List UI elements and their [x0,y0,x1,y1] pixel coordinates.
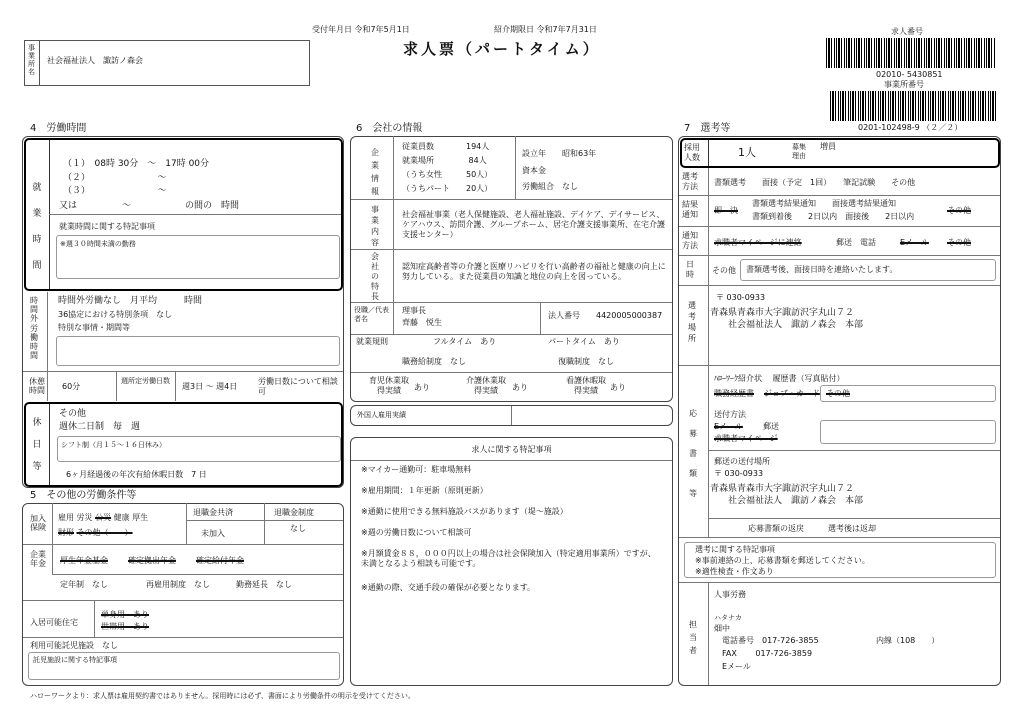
business-content: 社会福祉事業（老人保健施設、老人福祉施設、デイケア、デイサービス、ケアハウス、訪問介護、グループホーム、居宅介護支援事業所、在宅介護支援センター） [402,210,665,239]
holidays-other: その他 [59,409,87,419]
overtime-special-box [56,336,340,366]
hiring-count: 1人 [738,146,756,159]
reinstatement-system: 復職制度 なし [558,357,614,366]
insurance-zaikei: 財形 [58,528,74,537]
work-rules-full: フルタイム あり [433,337,497,346]
reemployment: 再雇用制度 なし [146,580,210,589]
employees-women: （うち女性 50人） [402,170,493,179]
result-notice-types: 書類選考結果通知 面接選考結果通知 [752,199,896,208]
notice-method-label: 通知方法 [682,231,698,250]
job-notes-panel [350,437,673,686]
retirement-age: 定年制 なし [60,580,108,589]
docs-return: 応募書類の返戻 選考後は返却 [748,524,876,533]
foreign-employment-label: 外国人雇用実績 [357,411,406,419]
office-name: 社会福祉法人 諏訪ノ森会 [47,56,143,65]
docs-career: 職務経歴書 [714,389,754,398]
docs-other-box [820,385,996,402]
nursing-leave-label: 介護休業取得実績 [466,376,506,395]
retirement-mutual-header: 退職金共済 [193,508,233,517]
selection-method-label: 選考方法 [682,172,698,191]
send-other-box [820,420,996,444]
schedule-label: 日時 [686,260,694,279]
contact-phone: 電話番号 017-726-3855 [722,636,819,645]
hiring-count-label: 採用人数 [684,143,700,162]
corporate-pension-label: 企業年金 [30,550,46,569]
housing-label: 入居可能住宅 [30,618,78,627]
footer-note: ハローワークより：求人票は雇用契約書ではありません。採用時には必ず、書面により労働条件の明示を受けてください。 [30,692,415,700]
nursing-leave-value: あり [512,383,528,392]
application-docs-label: 応募書類等 [689,409,697,498]
application-docs: ﾊﾛｰﾜｰｸ紹介状 履歴書（写真貼付） [714,374,845,383]
working-hours-special-title: 就業時間に関する特記事項 [59,222,155,231]
overtime-agreement: 36協定における特別条項 なし [58,310,173,319]
labor-union: 労働組合 なし [522,182,578,191]
hiring-count-box [680,138,1000,168]
weekly-days-note: 労働日数について相談可 [258,377,338,396]
schedule-other: その他 [712,266,736,275]
section-6-title: 6 会社の情報 [356,123,423,134]
result-other: その他 [947,206,971,215]
weekly-days-value: 週3日 ～ 週4日 [182,382,238,391]
working-hours-label: 就業時間 [32,183,42,271]
selection-method: 書類選考 面接（予定 1回） 筆記試験 その他 [714,178,916,187]
founded-year: 設立年 昭和63年 [522,149,597,158]
selection-address: 青森県青森市大字諏訪沢字丸山７２ [710,308,855,318]
holidays-label: 休日等 [32,418,42,472]
work-extension: 勤務延長 なし [236,580,292,589]
break-value: 60分 [62,382,81,391]
notice-email: Eメール [900,238,929,247]
company-features: 認知症高齢者等の介護と医療リハビリを行い高齢者の福祉と健康の向上に努力している。また従業員の知識と地位の向上を図っている。 [402,262,666,281]
recruit-reason-label: 募集理由 [792,143,806,160]
job-note-4: ※週の労働日数について相談可 [361,528,472,537]
overtime-line: 時間外労働なし 月平均 時間 [58,296,203,306]
care-leave-value: あり [610,383,626,392]
send-method-label: 送付方法 [714,410,746,419]
paid-leave: 6ヶ月経過後の年次有給休暇日数 7 日 [66,470,207,479]
representative-name: 齊藤 悦生 [402,318,442,327]
notice-mypage: 求職者マイページに連絡 [714,238,802,247]
pension-fund: 厚生年金基金 [60,556,108,565]
working-hours-box [24,138,343,291]
overtime-label: 時間外労働時間 [30,296,38,361]
holidays-shift: シフト制（月１５～１６日休み） [61,441,166,449]
childcare-leave-value: あり [414,383,430,392]
send-mypage: 求職者マイページ [714,434,778,443]
contact-extension: 内線（108 ） [876,636,940,645]
care-leave-label: 看護休暇取得実績 [566,376,606,395]
contact-kana: ハタナカ [714,614,742,622]
work-rules-label: 就業規則 [356,337,388,346]
notice-other: その他 [947,238,971,247]
selection-special-1: ※事前連絡の上、応募書類を郵送してください。 [695,556,870,565]
recruit-reason: 増員 [820,142,836,151]
job-note-3: ※通勤に使用できる無料施設バスがあります（堤～施設） [361,507,568,516]
housing-single: 単身用 あり [101,610,149,619]
retirement-mutual-value: 未加入 [201,529,225,538]
insurance-items [58,513,148,523]
contact-name: 畑中 [714,624,730,633]
contact-person-label: 担当者 [689,620,697,655]
mailing-address-org: 社会福祉法人 諏訪ノ森会 本部 [728,496,864,506]
contact-fax: FAX 017-726-3859 [722,649,813,658]
shift-1: （１） 08時 30分 ～ 17時 00分 [63,159,210,169]
job-number-label: 求人番号 [891,27,923,36]
received-date: 受付年月日 令和7年5月1日 [312,25,410,34]
capital: 資本金 [522,166,546,175]
office-number-barcode [830,91,996,121]
shift-2: （２） ～ [63,173,167,183]
representative-title: 理事長 [402,306,426,315]
or-hours-line: 又は ～ の間の 時間 [59,201,240,211]
insurance-employment: 雇用 労災 [58,513,93,522]
childcare-note: 託児施設に関する特記事項 [33,656,117,664]
mailing-address-label: 郵送の送付場所 [714,457,770,466]
mailing-zip: 〒 030-0933 [714,469,764,478]
insurance-public: 公災 [95,513,112,522]
selection-special-title: 選考に関する特記事項 [695,545,775,554]
employees-part: （うちパート 20人） [402,184,493,193]
job-note-6: ※通勤の際、交通手段の確保が必要となります。 [361,583,536,592]
section-5-title: 5 その他の労働条件等 [30,490,137,501]
send-mail: 郵送 [763,422,779,431]
job-note-2: ※雇用期間：１年更新（原則更新） [361,486,488,495]
insurance-label: 加入保険 [30,514,46,533]
result-notice-label: 結果通知 [682,200,698,219]
work-rules-part: パートタイム あり [548,337,620,346]
housing-family: 世帯用 あり [101,622,149,631]
contact-email: Eメール [722,662,751,671]
break-label: 休憩時間 [29,377,45,396]
working-hours-special-note: ※週３０時間未満の勤務 [60,240,136,248]
insurance-health: 健康 厚生 [113,513,149,522]
job-note-5: ※月額賃金８８，０００円以上の場合は社会保険加入（特定適用事業所）ですが、未満となるよう相談も可能です。 [361,549,656,568]
office-number: 0201-102498-9 （２／２） [858,123,963,132]
expiry-date: 紹介期限日 令和7年7月31日 [494,25,597,34]
company-info-label: 企業情報 [371,148,379,196]
shift-3: （３） ～ [63,186,167,196]
employees-site: 就業場所 84人 [402,156,487,165]
send-email: Eメール [714,422,743,431]
job-pay-system: 職務給制度 なし [402,357,466,366]
docs-jobcard: ジョブ・カード [764,389,820,398]
overtime-special-case: 特別な事情・期間等 [58,323,130,332]
job-note-1: ※マイカー通勤可：駐車場無料 [361,465,472,474]
selection-zip: 〒 030-0933 [716,293,766,302]
holidays-weekly: 週休二日制 毎 週 [59,422,141,432]
childcare-leave-label: 育児休業取得実績 [369,376,409,395]
job-number-barcode [826,38,996,68]
selection-special-2: ※適性検査・作文あり [695,567,774,576]
job-number: 02010- 5430851 [876,70,943,79]
schedule-text: 書類選考後、面接日時を連絡いたします。 [746,265,898,274]
contact-dept: 人事労務 [714,590,746,599]
office-name-box [24,40,310,86]
selection-place-label: 選考場所 [688,301,696,343]
result-immediate: 即 決 [714,206,738,215]
foreign-employment-box [350,405,673,426]
result-notice-days: 書類到着後 2日以内 面接後 2日以内 [752,212,915,221]
employees-total: 従業員数 194人 [402,142,490,151]
holidays-box [24,402,343,487]
section-7-title: 7 選考等 [684,123,731,134]
selection-address-org: 社会福祉法人 諏訪ノ森会 本部 [728,320,864,330]
office-name-label: 事業所名 [28,44,35,77]
document-title: 求人票（パートタイム） [403,40,601,58]
business-label: 事業内容 [371,205,379,247]
docs-other: その他 [826,389,850,398]
mailing-address: 青森県青森市大字諏訪沢字丸山７２ [710,484,855,494]
representative-label: 役職／代表者名 [354,306,389,323]
weekly-days-label: 週所定労働日数 [121,377,170,385]
insurance-other: その他（ ） [76,528,133,537]
childcare: 利用可能託児施設 なし [30,641,118,650]
notice-mail-phone: 郵送 電話 [836,238,876,247]
section-4-title: 4 労働時間 [30,123,87,134]
pension-dc: 確定拠出年金 [128,556,176,565]
retirement-system-value: なし [290,524,306,533]
pension-db: 確定給付年金 [196,556,244,565]
office-number-label: 事業所番号 [884,80,924,89]
features-label: 会社の特長 [371,252,379,301]
corporate-number-label: 法人番号 [548,311,580,320]
retirement-system-header: 退職金制度 [274,508,314,517]
corporate-number: 4420005000387 [596,311,663,320]
job-notes-title: 求人に関する特記事項 [471,445,552,454]
